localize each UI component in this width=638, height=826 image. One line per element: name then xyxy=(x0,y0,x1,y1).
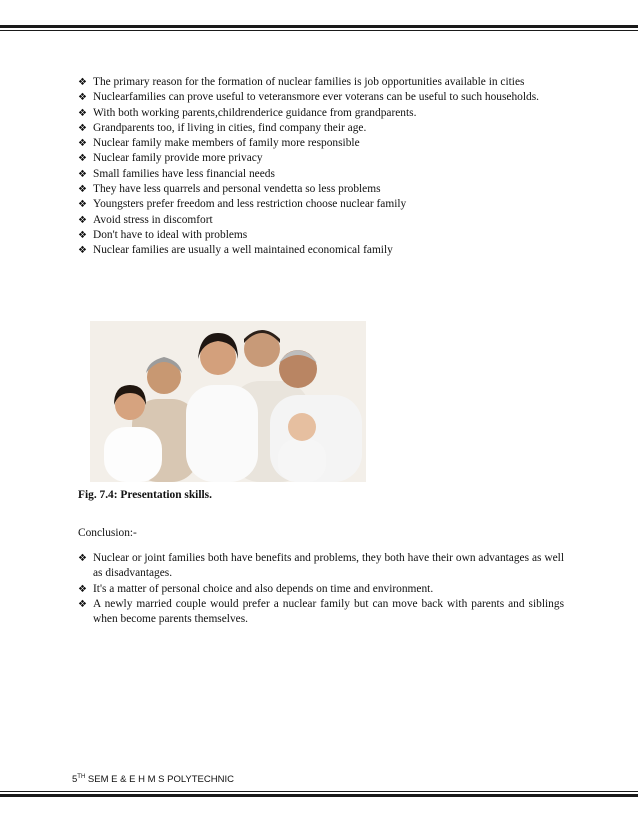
figure-caption: Fig. 7.4: Presentation skills. xyxy=(78,489,212,501)
diamond-bullet-icon: ❖ xyxy=(78,199,87,211)
diamond-bullet-icon: ❖ xyxy=(78,138,87,150)
list-item: ❖ Grandparents too, if living in cities, find company their age. xyxy=(78,121,564,136)
family-photo xyxy=(90,321,366,482)
list-item: ❖ Don't have to ideal with problems xyxy=(78,228,564,243)
list-item: ❖ Nuclear family provide more privacy xyxy=(78,151,564,166)
list-item: ❖ With both working parents,childrenderice guidance from grandparents. xyxy=(78,106,564,121)
bullet-list-conclusion xyxy=(78,551,564,627)
page-footer xyxy=(72,774,234,785)
conclusion-heading: Conclusion:- xyxy=(78,527,137,539)
diamond-bullet-icon: ❖ xyxy=(78,598,87,610)
footer-rule-thick xyxy=(0,794,638,797)
footer-semester-number: 5 xyxy=(72,774,78,785)
list-item: ❖ Youngsters prefer freedom and less restriction choose nuclear family xyxy=(78,197,564,212)
diamond-bullet-icon: ❖ xyxy=(78,553,87,564)
list-item: ❖ Nuclear or joint families both have benefits and problems, they both have their own advantages as well as disadvantages. xyxy=(78,552,564,580)
diamond-bullet-icon: ❖ xyxy=(78,184,87,196)
diamond-bullet-icon: ❖ xyxy=(78,92,87,104)
bullet-list-main xyxy=(78,75,564,259)
diamond-bullet-icon: ❖ xyxy=(78,245,87,257)
footer-ordinal-suffix: TH xyxy=(77,774,86,780)
list-item: ❖ They have less quarrels and personal vendetta so less problems xyxy=(78,182,564,197)
footer-rule-thin xyxy=(0,791,638,792)
list-item: ❖ Small families have less financial needs xyxy=(78,167,564,182)
diamond-bullet-icon: ❖ xyxy=(78,168,87,180)
diamond-bullet-icon: ❖ xyxy=(78,153,87,165)
diamond-bullet-icon: ❖ xyxy=(78,77,87,88)
list-item: ❖ A newly married couple would prefer a nuclear family but can move back with parents and siblings when become parents themselves. xyxy=(78,597,564,626)
diamond-bullet-icon: ❖ xyxy=(78,583,87,595)
list-item: ❖ The primary reason for the formation of nuclear families is job opportunities available in cities xyxy=(78,75,564,90)
header-rule-thick xyxy=(0,25,638,28)
list-item: ❖ Avoid stress in discomfort xyxy=(78,213,564,228)
footer-text: SEM E & E H M S POLYTECHNIC xyxy=(85,774,234,785)
diamond-bullet-icon: ❖ xyxy=(78,214,87,226)
list-item: ❖ Nuclearfamilies can prove useful to veteransmore ever voterans can be useful to such households. xyxy=(78,90,564,105)
diamond-bullet-icon: ❖ xyxy=(78,122,87,134)
diamond-bullet-icon: ❖ xyxy=(78,107,87,119)
list-item: ❖ It's a matter of personal choice and also depends on time and environment. xyxy=(78,582,564,597)
diamond-bullet-icon: ❖ xyxy=(78,229,87,241)
list-item: ❖ Nuclear family make members of family more responsible xyxy=(78,136,564,151)
list-item: ❖ Nuclear families are usually a well maintained economical family xyxy=(78,243,564,258)
header-rule-thin xyxy=(0,30,638,31)
